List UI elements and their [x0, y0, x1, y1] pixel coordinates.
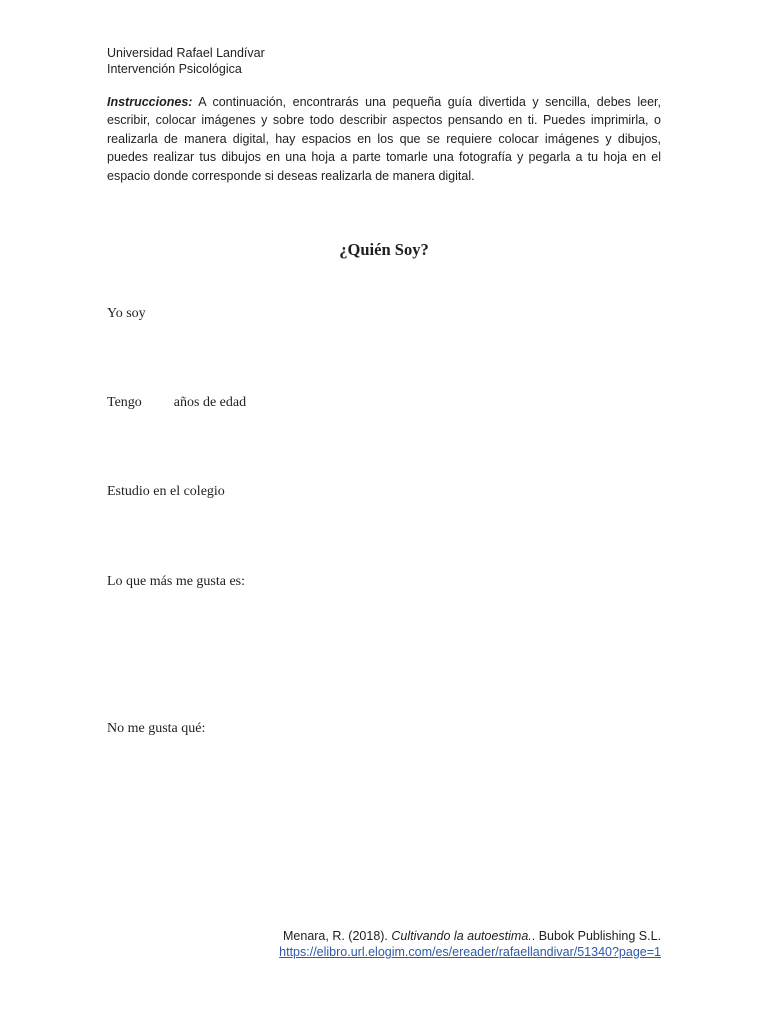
field-tengo-label: Tengo [107, 395, 142, 410]
page-title: ¿Quién Soy? [339, 240, 429, 259]
field-tengo [107, 394, 246, 412]
field-colegio: Estudio en el colegio [107, 484, 225, 499]
citation-book: Cultivando la autoestima. [391, 929, 532, 943]
citation-reference [200, 928, 661, 944]
instructions-label: Instrucciones: [107, 95, 193, 109]
citation-link[interactable]: https://elibro.url.elogim.com/es/ereader/rafaellandivar/51340?page=1 [279, 945, 661, 959]
field-gusta: Lo que más me gusta es: [107, 574, 246, 589]
course-name: Intervención Psicológica [107, 62, 242, 76]
field-no-gusta: No me gusta qué: [107, 721, 206, 736]
university-name: Universidad Rafael Landívar [107, 46, 265, 60]
document-header [107, 45, 265, 77]
citation [200, 928, 661, 960]
citation-publisher: . Bubok Publishing S.L. [531, 929, 661, 943]
citation-author: Menara, R. (2018). [283, 929, 392, 943]
field-yo-soy: Yo soy [107, 306, 146, 321]
instructions-text: A continuación, encontrarás una pequeña guía divertida y sencilla, debes leer, escribir, colocar imágenes y sobre todo describir aspectos pensando en ti. Puedes imprimirla, o realizarla de manera digital, hay espacios en los que se requiere colocar imágenes y dibujos, puedes realizar tus dibujos en una hoja a parte tomarle una fotografía y pegarla a tu hoja en el espacio donde corresponde si deseas realizarla de manera digital. [107, 95, 661, 183]
field-anos-label: años de edad [173, 395, 247, 410]
instructions-paragraph [107, 93, 661, 185]
